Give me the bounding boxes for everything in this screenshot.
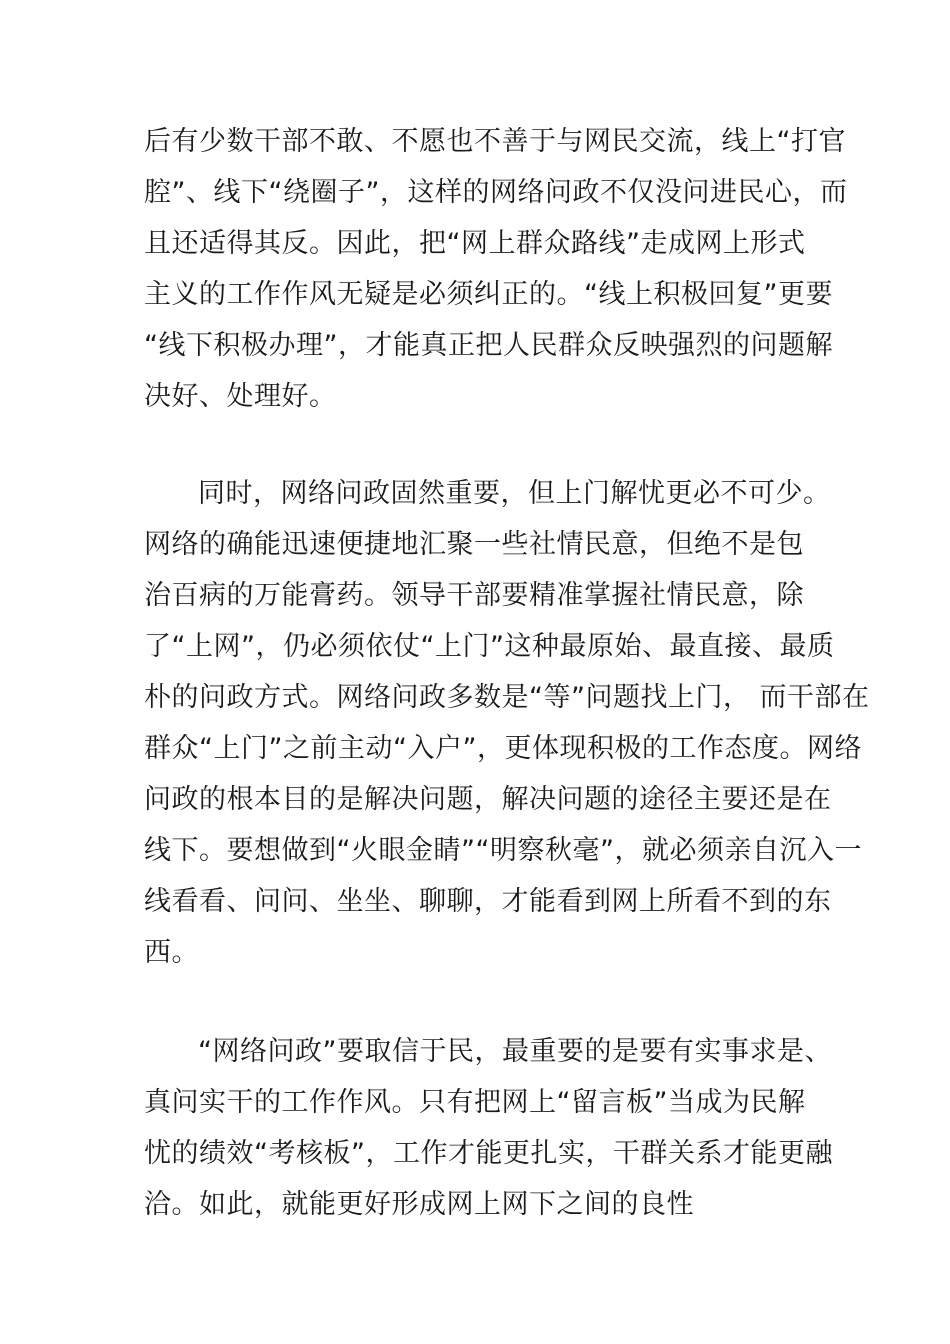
paragraph-line: 网络的确能迅速便捷地汇聚一些社情民意，但绝不是包	[144, 529, 804, 560]
paragraph-line: 朴的问政方式。网络问政多数是“等”问题找上门， 而干部在	[144, 682, 870, 713]
paragraph-line: 了“上网”，仍必须依仗“上门”这种最原始、最直接、最质	[144, 631, 835, 662]
paragraph-line: 群众“上门”之前主动“入户”，更体现积极的工作态度。网络	[144, 733, 862, 764]
paragraph-line: 腔”、线下“绕圈子”，这样的网络问政不仅没问进民心，而	[144, 177, 848, 208]
paragraph-line: “网络问政”要取信于民，最重要的是要有实事求是、	[198, 1036, 832, 1067]
paragraph-line: 洽。如此，就能更好形成网上网下之间的良性	[144, 1189, 694, 1220]
paragraph-line: 治百病的万能膏药。领导干部要精准掌握社情民意，除	[144, 580, 804, 611]
paragraph-2	[144, 468, 870, 978]
paragraph-line: 主义的工作作风无疑是必须纠正的。“线上积极回复”更要	[144, 279, 833, 310]
paragraph-line: 忧的绩效“考核板”，工作才能更扎实，干群关系才能更融	[144, 1138, 833, 1169]
paragraph-1	[144, 116, 848, 422]
paragraph-3	[144, 1026, 833, 1230]
paragraph-line: 西。	[144, 937, 199, 968]
paragraph-line: 决好、处理好。	[144, 381, 337, 412]
paragraph-line: 真问实干的工作作风。只有把网上“留言板”当成为民解	[144, 1087, 806, 1118]
paragraph-line: 且还适得其反。因此，把“网上群众路线”走成网上形式	[144, 228, 806, 259]
paragraph-line: 线下。要想做到“火眼金睛”“明察秋毫”，就必须亲自沉入一	[144, 835, 862, 866]
paragraph-line: 线看看、问问、坐坐、聊聊，才能看到网上所看不到的东	[144, 886, 832, 917]
paragraph-line: 问政的根本目的是解决问题，解决问题的途径主要还是在	[144, 784, 832, 815]
paragraph-line: 后有少数干部不敢、不愿也不善于与网民交流，线上“打官	[144, 126, 846, 157]
paragraph-line: “线下积极办理”，才能真正把人民群众反映强烈的问题解	[144, 330, 833, 361]
paragraph-line: 同时，网络问政固然重要，但上门解忧更必不可少。	[198, 478, 831, 509]
